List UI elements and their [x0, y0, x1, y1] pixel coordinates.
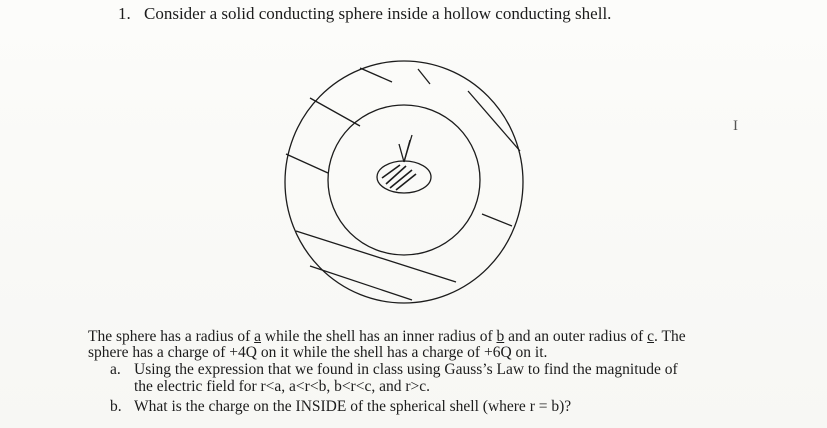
question-number: 1.	[118, 4, 131, 23]
radius-b: b	[496, 328, 505, 345]
desc-text: . The	[654, 328, 686, 345]
desc-text: The sphere has a radius of	[88, 328, 255, 345]
desc-text: while the shell has an inner radius of	[261, 328, 497, 345]
radius-c: c	[647, 328, 655, 345]
description-line-2: sphere has a charge of +4Q on it while the shell has a charge of +6Q on it.	[88, 344, 548, 361]
part-b-text: What is the charge on the INSIDE of the spherical shell (where r = b)?	[134, 398, 572, 415]
part-a-text: Using the expression that we found in class using Gauss’s Law to find the magnitude of	[134, 361, 678, 378]
shell-inner-circle	[328, 105, 480, 255]
question-heading	[118, 4, 611, 24]
sphere-hatching	[382, 165, 416, 190]
part-a-label: a.	[110, 361, 121, 378]
part-b	[110, 398, 571, 416]
sphere-shell-diagram	[280, 56, 530, 318]
desc-text: and an outer radius of	[504, 328, 648, 345]
part-b-label: b.	[110, 398, 122, 415]
text-cursor-icon: I	[733, 118, 738, 134]
radius-a: a	[254, 328, 262, 345]
question-title: Consider a solid conducting sphere inside a hollow conducting shell.	[144, 4, 612, 23]
part-a	[110, 361, 678, 379]
sphere-radius-marks	[399, 135, 412, 162]
shell-outer-circle	[285, 61, 523, 303]
part-a-continued: the electric field for r<a, a<r<b, b<r<c, and r>c.	[134, 378, 431, 395]
